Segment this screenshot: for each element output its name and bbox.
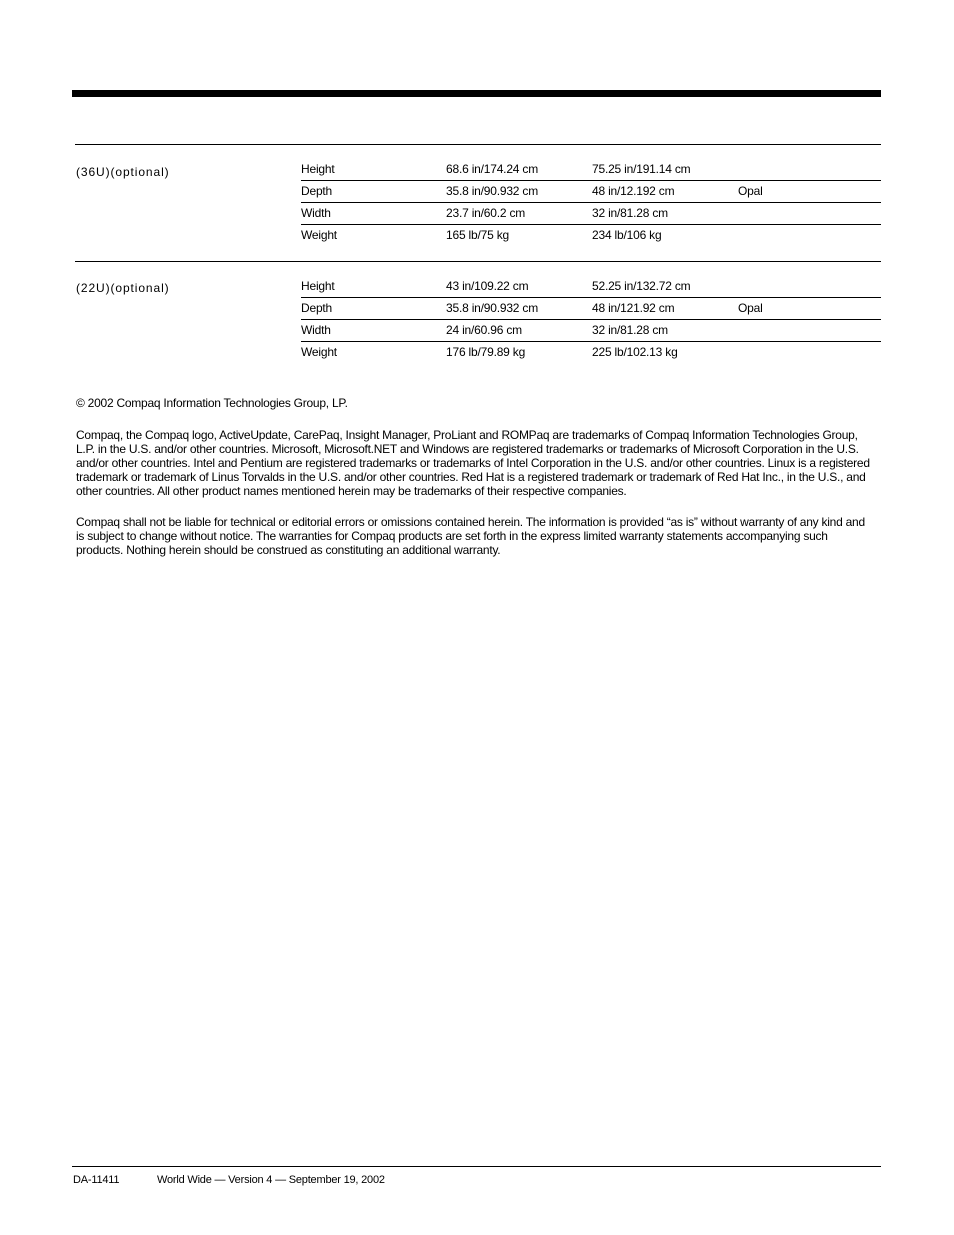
spec-row-depth [301, 181, 881, 203]
spec-value: 234 lb/106 kg [592, 228, 662, 242]
paragraph-line: Compaq shall not be liable for technical or editorial errors or omissions contained herein. The information is provided “as is” without warranty of any kind and [76, 515, 865, 529]
spec-row-width [301, 203, 881, 225]
spec-value: Opal [738, 184, 763, 198]
paragraph-line: Compaq, the Compaq logo, ActiveUpdate, CarePaq, Insight Manager, ProLiant and ROMPaq are trademarks of Compaq Information Technologies Group, [76, 428, 858, 442]
disclaimer-paragraph [76, 515, 876, 557]
spec-value: 176 lb/79.89 kg [446, 345, 526, 359]
dimension-label: Width [301, 206, 331, 220]
paragraph-line: products. Nothing herein should be construed as constituting an additional warranty. [76, 543, 501, 557]
spec-row-height [301, 159, 881, 181]
spec-table [301, 159, 881, 246]
spec-value: 23.7 in/60.2 cm [446, 206, 526, 220]
spec-value: 68.6 in/174.24 cm [446, 162, 538, 176]
section-divider [75, 261, 881, 262]
paragraph-line: other countries. All other product names mentioned herein may be trademarks of their respective companies. [76, 484, 627, 498]
spec-value: 32 in/81.28 cm [592, 206, 668, 220]
spec-value: 32 in/81.28 cm [592, 323, 668, 337]
paragraph-line: trademark or trademark of Linus Torvalds in the U.S. and/or other countries. Red Hat is a registered trademark or trademark of Red Hat Inc., in the U.S., and [76, 470, 866, 484]
paragraph-line: is subject to change without notice. The warranties for Compaq products are set forth in the express limited warranty statements accompanying such [76, 529, 828, 543]
spec-value: 35.8 in/90.932 cm [446, 301, 538, 315]
version-info: World Wide — Version 4 — September 19, 2002 [157, 1174, 385, 1186]
spec-table [301, 276, 881, 363]
trademark-paragraph [76, 428, 876, 498]
spec-value: 165 lb/75 kg [446, 228, 509, 242]
spec-value: 225 lb/102.13 kg [592, 345, 678, 359]
spec-value: 48 in/121.92 cm [592, 301, 675, 315]
rack-label: (22U)(optional) [76, 281, 170, 295]
spec-value: Opal [738, 301, 763, 315]
spec-row-depth [301, 298, 881, 320]
dimension-label: Depth [301, 301, 333, 315]
dimension-label: Weight [301, 345, 337, 359]
rack-label: (36U)(optional) [76, 165, 170, 179]
header-bar [72, 90, 881, 97]
spec-value: 35.8 in/90.932 cm [446, 184, 538, 198]
dimension-label: Height [301, 162, 335, 176]
spec-row-weight [301, 342, 881, 363]
section-divider [75, 144, 881, 145]
dimension-label: Depth [301, 184, 333, 198]
dimension-label: Height [301, 279, 335, 293]
spec-row-width [301, 320, 881, 342]
spec-value: 48 in/12.192 cm [592, 184, 675, 198]
spec-row-weight [301, 225, 881, 246]
spec-value: 52.25 in/132.72 cm [592, 279, 691, 293]
paragraph-line: L.P. in the U.S. and/or other countries. Microsoft, Microsoft.NET and Windows are registered trademarks or trademarks of Microsoft Corporation in the U.S. [76, 442, 859, 456]
copyright-notice: © 2002 Compaq Information Technologies Group, LP. [76, 396, 348, 410]
spec-value: 24 in/60.96 cm [446, 323, 522, 337]
dimension-label: Weight [301, 228, 337, 242]
paragraph-line: and/or other countries. Intel and Pentium are registered trademarks or trademarks of Intel Corporation in the U.S. and/or other countries. Linux is a registered [76, 456, 870, 470]
footer-divider [72, 1166, 881, 1167]
dimension-label: Width [301, 323, 331, 337]
spec-value: 43 in/109.22 cm [446, 279, 529, 293]
spec-value: 75.25 in/191.14 cm [592, 162, 691, 176]
spec-row-height [301, 276, 881, 298]
document-id: DA-11411 [73, 1174, 120, 1186]
